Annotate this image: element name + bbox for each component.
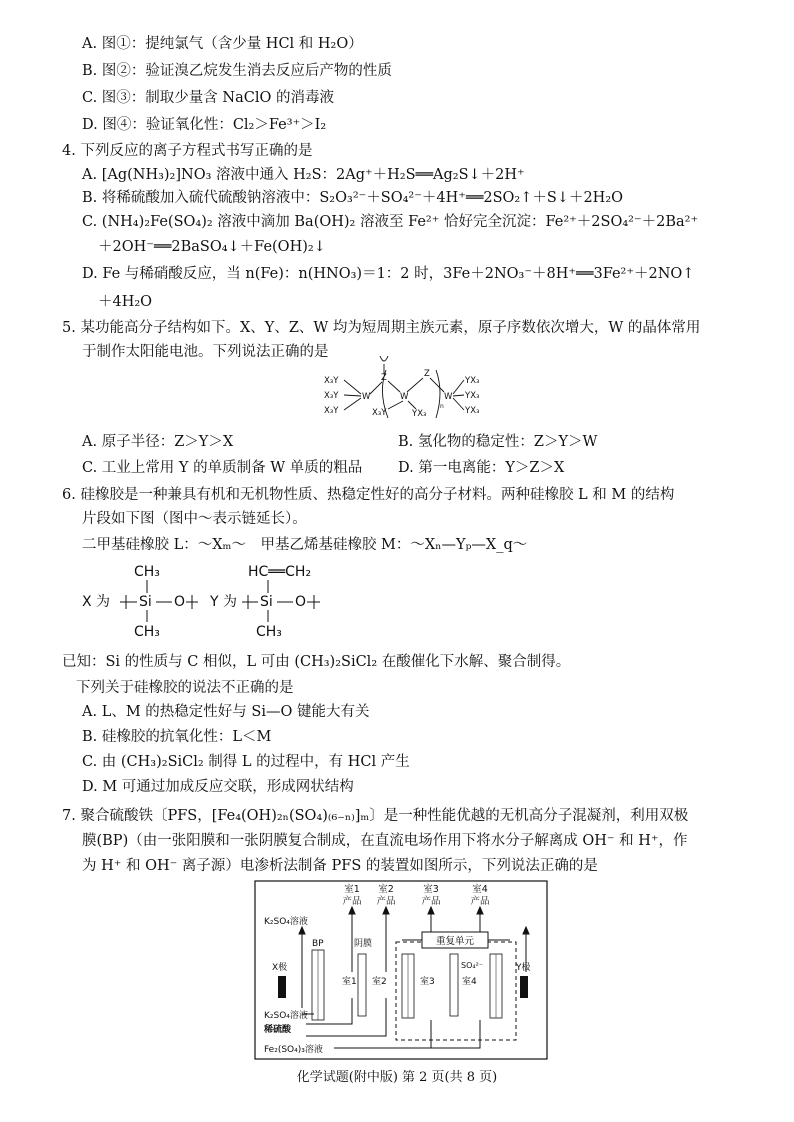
y-o: O [295, 594, 307, 610]
q4-option-a: A. [Ag(NH₃)₂]NO₃ 溶液中通入 H₂S：2Ag⁺＋H₂S══Ag₂S↓＋2H⁺ [82, 167, 525, 183]
y-label: Y 为 [210, 594, 238, 610]
x-si: Si [139, 594, 152, 610]
struct-label: W [444, 392, 453, 402]
option-d-top: D. 图④：验证氧化性：Cl₂＞Fe³⁺＞I₂ [82, 117, 327, 133]
electrodialysis-diagram [254, 880, 548, 1060]
diagram-frame [255, 881, 547, 1059]
q6-option-d: D. M 可通过加成反应交联，形成网状结构 [82, 779, 354, 795]
q4-option-b: B. 将稀硫酸加入硫代硫酸钠溶液中：S₂O₃²⁻＋SO₄²⁻＋4H⁺══2SO₂↑＋S↓＋2H₂O [82, 190, 624, 206]
struct-label: Z [424, 369, 430, 379]
x-label: X 为 [82, 594, 111, 610]
q5-option-c: C. 工业上常用 Y 的单质制备 W 单质的粗品 [82, 460, 363, 476]
struct-label: YX₃ [465, 391, 480, 401]
y-si: Si [260, 594, 273, 610]
product-room1-label: 产品 [342, 896, 362, 907]
struct-label: X₃Y [324, 391, 339, 401]
q6-stem-line2: 片段如下图（图中～表示链延长）。 [82, 511, 307, 527]
struct-label: YX₃ [465, 376, 480, 386]
product-room4-label: 产品 [470, 896, 490, 907]
room1-label: 室1 [342, 977, 357, 987]
q7-stem-line1: 7. 聚合硫酸铁〔PFS，[Fe₄(OH)₂ₙ(SO₄)₍₆₋ₙ₎]ₘ〕是一种性能优越的无机高分子混凝剂，利用双极 [62, 808, 689, 824]
q4-option-c-line2: ＋2OH⁻══2BaSO₄↓＋Fe(OH)₂↓ [98, 239, 326, 255]
q5-option-d: D. 第一电离能：Y＞Z＞X [398, 460, 565, 476]
struct-label: YX₃ [465, 406, 480, 416]
room4-label: 室4 [462, 977, 477, 987]
q6-structure-x [80, 560, 210, 642]
page-footer: 化学试题(附中版) 第 2 页(共 8 页) [296, 1070, 498, 1085]
x-top-group: CH₃ [134, 564, 160, 580]
bp-label: BP [312, 939, 324, 949]
q6-option-a: A. L、M 的热稳定性好与 Si—O 键能大有关 [82, 704, 370, 720]
q4-option-c-line1: C. (NH₄)₂Fe(SO₄)₂ 溶液中滴加 Ba(OH)₂ 溶液至 Fe²⁺ 恰好完全沉淀：Fe²⁺＋2SO₄²⁻＋2Ba²⁺ [82, 214, 699, 230]
anion-membrane-2 [450, 954, 458, 1016]
struct-label: W [400, 392, 409, 402]
struct-label: W [362, 392, 371, 402]
q6-chain-formulas: 二甲基硅橡胶 L：～Xₘ～ 甲基乙烯基硅橡胶 M：～Xₙ—Yₚ—X_q～ [82, 537, 528, 553]
q5-option-a: A. 原子半径：Z＞Y＞X [82, 434, 234, 450]
y-electrode-label: Y极 [516, 963, 531, 973]
q5-stem-line2: 于制作太阳能电池。下列说法正确的是 [82, 344, 329, 360]
x-electrode [278, 976, 286, 998]
product-room2-label: 产品 [376, 896, 396, 907]
y-top-group: HC══CH₂ [248, 564, 312, 580]
struct-label: YX₃ [412, 409, 427, 419]
option-a-top: A. 图①：提纯氯气（含少量 HCl 和 H₂O） [82, 36, 363, 52]
struct-label: Z [381, 373, 387, 383]
x-electrode-label: X极 [272, 963, 288, 973]
q5-structure-diagram [318, 352, 498, 426]
q6-stem-line1: 6. 硅橡胶是一种兼具有机和无机物性质、热稳定性好的高分子材料。两种硅橡胶 L 和 M 的结构 [62, 487, 675, 503]
anion-membrane-label: 阴膜 [354, 939, 373, 949]
repeat-unit-label: 重复单元 [435, 936, 475, 947]
so4-label: SO₄²⁻ [461, 961, 484, 970]
q6-option-b: B. 硅橡胶的抗氧化性：L＜M [82, 729, 272, 745]
room2-label: 室2 [372, 977, 387, 987]
k2so4-top-label: K₂SO₄溶液 [264, 917, 308, 927]
q6-structure-y [208, 560, 338, 642]
q7-stem-line3: 为 H⁺ 和 OH⁻ 离子源）电渗析法制备 PFS 的装置如图所示，下列说法正确的是 [82, 858, 598, 874]
q4-stem: 4. 下列反应的离子方程式书写正确的是 [62, 143, 313, 159]
q6-known: 已知：Si 的性质与 C 相似，L 可由 (CH₃)₂SiCl₂ 在酸催化下水解、聚合制得。 [62, 654, 571, 670]
y-electrode [520, 976, 528, 998]
q5-option-b: B. 氢化物的稳定性：Z＞Y＞W [398, 434, 598, 450]
option-c-top: C. 图③：制取少量含 NaClO 的消毒液 [82, 90, 334, 106]
k2so4-bottom-label: K₂SO₄溶液 [264, 1011, 308, 1021]
room3-label: 室3 [420, 977, 435, 987]
product-room2-name: 室2 [378, 884, 394, 895]
product-room4-name: 室4 [472, 884, 488, 895]
product-room1-name: 室1 [344, 884, 360, 895]
struct-label: X₃Y [324, 376, 339, 386]
product-room3-label: 产品 [421, 896, 441, 907]
q5-stem-line1: 5. 某功能高分子结构如下。X、Y、Z、W 均为短周期主族元素，原子序数依次增大，W 的晶体常用 [62, 320, 701, 336]
struct-label: X₃Y [324, 406, 339, 416]
product-room3-name: 室3 [423, 884, 439, 895]
q6-stem3: 下列关于硅橡胶的说法不正确的是 [76, 680, 294, 696]
x-bottom-group: CH₃ [134, 624, 160, 640]
dilute-h2so4-label: 稀硫酸 [264, 1025, 292, 1035]
x-o: O [174, 594, 186, 610]
q4-option-d-line1: D. Fe 与稀硝酸反应，当 n(Fe)：n(HNO₃)＝1：2 时，3Fe＋2NO₃⁻＋8H⁺══3Fe²⁺＋2NO↑ [82, 266, 695, 282]
anion-membrane-1 [358, 954, 366, 1016]
struct-label: n [440, 403, 444, 410]
option-b-top: B. 图②：验证溴乙烷发生消去反应后产物的性质 [82, 63, 392, 79]
q6-option-c: C. 由 (CH₃)₂SiCl₂ 制得 L 的过程中，有 HCl 产生 [82, 754, 410, 770]
q7-stem-line2: 膜(BP)（由一张阳膜和一张阴膜复合制成，在直流电场作用下将水分子解离成 OH⁻ 和 H⁺，作 [82, 833, 688, 849]
y-bottom-group: CH₃ [256, 624, 282, 640]
q4-option-d-line2: ＋4H₂O [98, 294, 153, 310]
struct-label: X₃Y [372, 408, 387, 418]
fe2so43-label: Fe₂(SO₄)₃溶液 [264, 1045, 323, 1055]
